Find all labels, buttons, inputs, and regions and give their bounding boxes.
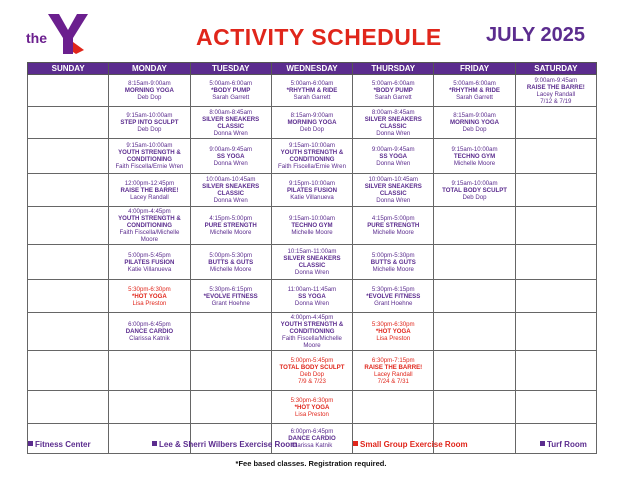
class-cell [353, 107, 434, 139]
class-name: *HOT YOGA [375, 328, 411, 335]
class-instructor: Grant Hoehne [211, 299, 250, 307]
class-subtitle: CLASSIC [217, 190, 245, 197]
class-instructor: Faith Fiscella/Michelle Moore [119, 229, 180, 243]
empty-cell [515, 245, 596, 280]
class-cell [353, 174, 434, 207]
empty-cell [434, 207, 515, 245]
class-time: 8:15am-9:00am [290, 112, 334, 119]
class-cell [434, 75, 515, 107]
class-instructor: Sarah Garrett [456, 94, 493, 101]
class-cell [109, 245, 190, 280]
empty-cell [515, 107, 596, 139]
class-time: 5:30pm-6:15pm [209, 285, 253, 293]
class-time: 9:15am-10:00am [288, 215, 336, 222]
class-time: 4:00pm-4:45pm [128, 208, 171, 215]
class-instructor: Donna Wren [213, 159, 248, 167]
empty-cell [28, 280, 109, 313]
class-time: 9:15am-10:00am [451, 179, 498, 187]
class-name: BUTTS & GUTS [370, 258, 416, 266]
class-name: MORNING YOGA [124, 87, 174, 94]
class-instructor: Michelle Moore [453, 159, 496, 167]
class-time: 5:00pm-5:30pm [209, 251, 253, 259]
class-time: 12:00pm-12:45pm [124, 179, 175, 187]
empty-cell [28, 75, 109, 107]
class-time: 4:15pm-5:00pm [371, 215, 415, 222]
class-name: YOUTH STRENGTH & [118, 215, 181, 222]
class-time: 10:00am-10:45am [368, 176, 418, 183]
class-time: 8:00am-8:45am [371, 108, 415, 116]
class-cell [190, 280, 271, 313]
class-cell [190, 75, 271, 107]
page-title: ACTIVITY SCHEDULE [196, 24, 442, 50]
empty-cell [28, 174, 109, 207]
class-name: YOUTH STRENGTH & [280, 321, 344, 328]
ymca-y-icon [46, 12, 90, 56]
class-instructor: Lacey Randall [130, 193, 169, 201]
class-cell [190, 174, 271, 207]
class-cell [271, 174, 352, 207]
class-cell [271, 351, 352, 391]
class-name: PURE STRENGTH [204, 222, 257, 229]
class-cell [353, 245, 434, 280]
class-instructor: Katie Villanueva [127, 265, 172, 273]
class-time: 5:30pm-6:30pm [128, 285, 171, 293]
class-instructor: Faith Fiscella/Michelle Moore [282, 335, 342, 349]
empty-cell [434, 245, 515, 280]
class-cell [109, 174, 190, 207]
class-instructor: Michelle Moore [210, 265, 252, 273]
class-time: 4:15pm-5:00pm [209, 215, 253, 222]
empty-cell [515, 207, 596, 245]
legend-swatch-icon [152, 441, 157, 446]
class-cell [271, 245, 352, 280]
class-subtitle: CONDITIONING [126, 156, 172, 163]
class-dates: 7/24 & 7/31 [377, 377, 409, 385]
schedule-row [28, 75, 597, 107]
class-time: 5:00am-6:00am [371, 80, 415, 87]
schedule-body [28, 75, 597, 454]
legend-swatch-icon [28, 441, 33, 446]
class-instructor: Sarah Garrett [293, 94, 331, 101]
class-cell [434, 174, 515, 207]
class-cell [353, 139, 434, 174]
schedule-row [28, 107, 597, 139]
class-name: *EVOLVE FITNESS [203, 292, 258, 300]
empty-cell [28, 207, 109, 245]
class-instructor: Lisa Preston [376, 335, 411, 342]
class-name: SILVER SNEAKERS [364, 115, 422, 123]
class-time: 9:00am-9:45am [371, 145, 415, 153]
class-time: 5:30pm-6:15pm [371, 285, 415, 293]
class-time: 5:00am-6:00am [290, 80, 334, 87]
class-name: *BODY PUMP [211, 87, 251, 94]
empty-cell [434, 280, 515, 313]
class-name: *RHYTHM & RIDE [286, 87, 338, 94]
empty-cell [28, 245, 109, 280]
day-header-friday: FRIDAY [434, 63, 515, 75]
class-instructor: Deb Dop [462, 126, 487, 133]
class-time: 11:00am-11:45am [287, 285, 337, 293]
class-cell [271, 313, 352, 351]
class-cell [353, 75, 434, 107]
class-cell [271, 107, 352, 139]
class-cell [353, 351, 434, 391]
class-cell [109, 280, 190, 313]
empty-cell [28, 351, 109, 391]
class-subtitle: CLASSIC [298, 262, 326, 269]
class-instructor: Deb Dop [137, 94, 162, 101]
day-header-saturday: SATURDAY [515, 63, 596, 75]
class-time: 5:00pm-5:45pm [128, 251, 171, 259]
class-name: *HOT YOGA [132, 292, 167, 300]
class-name: PILATES FUSION [124, 258, 175, 266]
empty-cell [515, 280, 596, 313]
class-name: *BODY PUMP [373, 87, 413, 94]
schedule-row [28, 313, 597, 351]
class-name: RAISE THE BARRE! [364, 363, 423, 371]
empty-cell [515, 139, 596, 174]
schedule-row [28, 245, 597, 280]
class-time: 8:00am-8:45am [209, 108, 253, 116]
class-name: RAISE THE BARRE! [526, 83, 585, 91]
class-name: TOTAL BODY SCULPT [279, 363, 345, 371]
class-instructor: Donna Wren [294, 299, 330, 307]
class-time: 5:00pm-5:30pm [371, 251, 415, 259]
class-time: 6:30pm-7:15pm [371, 356, 415, 364]
legend-swatch-icon [540, 441, 545, 446]
class-name: DANCE CARDIO [125, 328, 174, 335]
empty-cell [28, 139, 109, 174]
class-name: SILVER SNEAKERS [202, 115, 260, 123]
class-subtitle: CLASSIC [379, 122, 407, 130]
class-name: YOUTH STRENGTH & [280, 149, 344, 156]
class-instructor: Lacey Randall [536, 90, 576, 98]
class-name: YOUTH STRENGTH & [118, 149, 181, 156]
class-instructor: Deb Dop [137, 126, 162, 133]
class-time: 9:15am-10:00am [126, 112, 173, 119]
class-cell [353, 313, 434, 351]
legend-label: Turf Room [547, 440, 587, 449]
room-legend [28, 440, 598, 452]
class-instructor: Michelle Moore [210, 229, 252, 236]
class-name: MORNING YOGA [287, 119, 337, 126]
schedule-row [28, 207, 597, 245]
class-subtitle: CONDITIONING [289, 156, 335, 163]
schedule-table [27, 62, 597, 454]
class-time: 9:15am-10:00am [288, 142, 336, 149]
class-name: PURE STRENGTH [367, 222, 420, 229]
class-name: SILVER SNEAKERS [283, 255, 341, 262]
class-instructor: Sarah Garrett [374, 94, 412, 101]
class-time: 9:15am-10:00am [126, 142, 173, 149]
schedule-row [28, 280, 597, 313]
legend-small-group-room [353, 440, 468, 449]
class-subtitle: CONDITIONING [289, 328, 335, 335]
class-cell [109, 313, 190, 351]
class-time: 5:00am-6:00am [209, 80, 253, 87]
class-subtitle: CLASSIC [379, 190, 407, 197]
class-name: SILVER SNEAKERS [364, 183, 422, 190]
class-cell [190, 207, 271, 245]
empty-cell [28, 313, 109, 351]
class-instructor: Katie Villanueva [290, 193, 334, 201]
class-instructor: Deb Dop [299, 370, 325, 378]
class-cell [190, 139, 271, 174]
class-name: SS YOGA [216, 152, 245, 160]
class-time: 8:15am-9:00am [128, 80, 171, 87]
class-cell [434, 107, 515, 139]
class-cell [353, 280, 434, 313]
class-cell [515, 75, 596, 107]
legend-fitness-center [28, 440, 91, 449]
empty-cell [353, 391, 434, 424]
class-name: *RHYTHM & RIDE [449, 87, 500, 94]
class-name: *HOT YOGA [294, 403, 330, 411]
class-cell [271, 207, 352, 245]
class-instructor: Sarah Garrett [212, 94, 250, 101]
class-instructor: Lisa Preston [295, 410, 329, 418]
day-header-thursday: THURSDAY [353, 63, 434, 75]
class-time: 10:00am-10:45am [205, 176, 256, 183]
class-name: MORNING YOGA [450, 119, 500, 126]
legend-label: Fitness Center [35, 440, 91, 449]
class-name: SILVER SNEAKERS [202, 183, 260, 190]
class-name: BUTTS & GUTS [208, 258, 254, 266]
empty-cell [515, 174, 596, 207]
class-instructor: Donna Wren [376, 159, 411, 167]
class-subtitle: CLASSIC [217, 122, 245, 130]
schedule-month: JULY 2025 [486, 24, 585, 46]
class-cell [271, 391, 352, 424]
class-time: 5:00pm-5:45pm [290, 356, 334, 364]
class-cell [271, 75, 352, 107]
class-time: 4:00pm-4:45pm [290, 314, 334, 321]
class-instructor: Michelle Moore [372, 229, 414, 236]
class-instructor: Deb Dop [299, 126, 325, 133]
class-time: 9:00am-9:45am [534, 76, 578, 84]
empty-cell [515, 351, 596, 391]
class-time: 6:00pm-6:45pm [128, 321, 171, 328]
empty-cell [190, 313, 271, 351]
day-header-tuesday: TUESDAY [190, 63, 271, 75]
class-time: 5:30pm-6:30pm [371, 321, 415, 328]
class-instructor: Michelle Moore [291, 229, 333, 236]
day-header-wednesday: WEDNESDAY [271, 63, 352, 75]
class-name: TECHNO GYM [453, 152, 496, 160]
class-name: *EVOLVE FITNESS [366, 292, 421, 300]
class-name: TECHNO GYM [291, 222, 333, 229]
class-dates: 7/12 & 7/19 [540, 97, 572, 105]
class-instructor: Faith Fiscella/Ernie Wren [115, 163, 184, 170]
empty-cell [109, 391, 190, 424]
legend-turf-room [540, 440, 587, 449]
class-instructor: Donna Wren [376, 129, 411, 137]
class-name: PILATES FUSION [286, 186, 337, 194]
legend-wilbers-room [152, 440, 297, 449]
legend-label: Small Group Exercise Room [360, 440, 468, 449]
class-cell [109, 75, 190, 107]
class-instructor: Clarissa Katnik [291, 442, 333, 449]
class-name: SS YOGA [298, 292, 326, 300]
empty-cell [515, 313, 596, 351]
class-instructor: Donna Wren [294, 269, 330, 276]
class-cell [109, 207, 190, 245]
class-instructor: Michelle Moore [372, 265, 414, 273]
class-time: 5:30pm-6:30pm [290, 396, 334, 404]
ymca-logo [26, 12, 92, 56]
class-cell [109, 139, 190, 174]
class-name: TOTAL BODY SCULPT [442, 186, 507, 194]
class-time: 8:15am-9:00am [453, 112, 496, 119]
class-cell [109, 107, 190, 139]
empty-cell [109, 351, 190, 391]
schedule-row [28, 174, 597, 207]
class-time: 5:00am-6:00am [453, 80, 496, 87]
class-instructor: Faith Fiscella/Ernie Wren [278, 163, 346, 170]
class-cell [190, 245, 271, 280]
empty-cell [515, 391, 596, 424]
class-cell [271, 280, 352, 313]
class-instructor: Donna Wren [376, 197, 411, 204]
legend-label: Lee & Sherri Wilbers Exercise Room [159, 440, 298, 449]
legend-swatch-icon [353, 441, 358, 446]
class-time: 9:15am-10:00am [451, 145, 498, 153]
class-cell [190, 107, 271, 139]
class-subtitle: CONDITIONING [126, 222, 172, 229]
class-time: 9:00am-9:45am [209, 145, 253, 153]
schedule-row [28, 391, 597, 424]
empty-cell [190, 391, 271, 424]
class-name: STEP INTO SCULPT [120, 119, 179, 126]
day-header-sunday: SUNDAY [28, 63, 109, 75]
class-instructor: Grant Hoehne [374, 299, 413, 307]
empty-cell [28, 391, 109, 424]
schedule-row [28, 351, 597, 391]
empty-cell [28, 107, 109, 139]
class-dates: 7/9 & 7/23 [298, 377, 326, 385]
class-name: RAISE THE BARRE! [120, 186, 179, 194]
class-time: 10:15am-11:00am [287, 248, 337, 255]
class-instructor: Donna Wren [213, 197, 248, 204]
class-cell [353, 207, 434, 245]
class-name: SS YOGA [379, 152, 408, 160]
class-cell [434, 139, 515, 174]
class-instructor: Lisa Preston [132, 299, 167, 307]
class-cell [271, 139, 352, 174]
class-instructor: Lacey Randall [373, 370, 413, 378]
day-header-monday: MONDAY [109, 63, 190, 75]
empty-cell [434, 351, 515, 391]
class-instructor: Deb Dop [462, 193, 487, 201]
logo-text: the [26, 30, 47, 46]
class-time: 6:00pm-6:45pm [290, 428, 334, 435]
class-instructor: Clarissa Katnik [129, 335, 170, 342]
empty-cell [434, 313, 515, 351]
empty-cell [434, 391, 515, 424]
fee-note: *Fee based classes. Registration required. [235, 459, 387, 468]
class-instructor: Donna Wren [213, 129, 248, 137]
class-name: DANCE CARDIO [288, 435, 336, 442]
empty-cell [190, 351, 271, 391]
day-header-row [28, 63, 597, 75]
class-time: 9:15pm-10:00am [288, 179, 336, 187]
schedule-row [28, 139, 597, 174]
